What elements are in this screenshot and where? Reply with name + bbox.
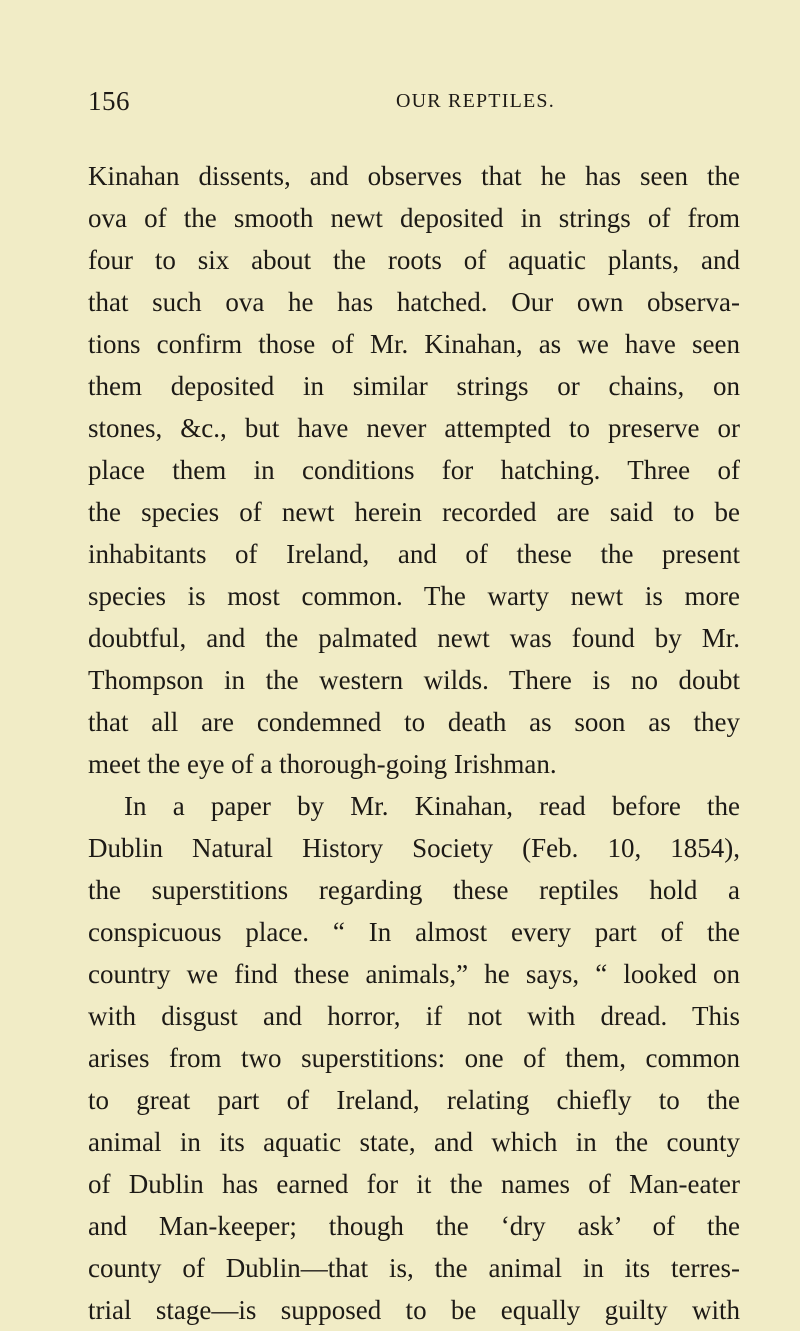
text-line: Dublin Natural History Society (Feb. 10, 1854), <box>88 833 740 863</box>
text-line: four to six about the roots of aquatic plants, and <box>88 245 740 275</box>
paragraph-end-line: meet the eye of a thorough-going Irishman. <box>88 749 557 779</box>
text-line: Thompson in the western wilds. There is no doubt <box>88 665 740 695</box>
text-line: that all are condemned to death as soon as they <box>88 707 740 737</box>
text-line: the species of newt herein recorded are said to be <box>88 497 740 527</box>
text-line: the superstitions regarding these reptiles hold a <box>88 875 740 905</box>
text-line: that such ova he has hatched. Our own observa- <box>88 287 740 317</box>
running-head <box>88 86 748 126</box>
text-line: them deposited in similar strings or chains, on <box>88 371 740 401</box>
text-line: to great part of Ireland, relating chiefly to the <box>88 1085 740 1115</box>
running-title: OUR REPTILES. <box>396 90 555 112</box>
text-line: tions confirm those of Mr. Kinahan, as we have seen <box>88 329 740 359</box>
text-line: county of Dublin—that is, the animal in its terres- <box>88 1253 740 1283</box>
paragraph-start-line: In a paper by Mr. Kinahan, read before the <box>124 791 740 821</box>
text-line: trial stage—is supposed to be equally guilty with <box>88 1295 740 1325</box>
text-line: place them in conditions for hatching. Three of <box>88 455 740 485</box>
text-line: of Dublin has earned for it the names of Man-eater <box>88 1169 740 1199</box>
text-line: species is most common. The warty newt is more <box>88 581 740 611</box>
text-line: country we find these animals,” he says, “ looked on <box>88 959 740 989</box>
text-line: conspicuous place. “ In almost every part of the <box>88 917 740 947</box>
text-line: with disgust and horror, if not with dread. This <box>88 1001 740 1031</box>
text-line: stones, &c., but have never attempted to preserve or <box>88 413 740 443</box>
body-text <box>88 155 740 1331</box>
page-number: 156 <box>88 86 130 116</box>
text-line: animal in its aquatic state, and which in the county <box>88 1127 740 1157</box>
text-line: and Man-keeper; though the ‘dry ask’ of the <box>88 1211 740 1241</box>
text-line: arises from two superstitions: one of them, common <box>88 1043 740 1073</box>
text-line: inhabitants of Ireland, and of these the present <box>88 539 740 569</box>
text-line: doubtful, and the palmated newt was found by Mr. <box>88 623 740 653</box>
text-line: Kinahan dissents, and observes that he has seen the <box>88 161 740 191</box>
text-line: ova of the smooth newt deposited in strings of from <box>88 203 740 233</box>
